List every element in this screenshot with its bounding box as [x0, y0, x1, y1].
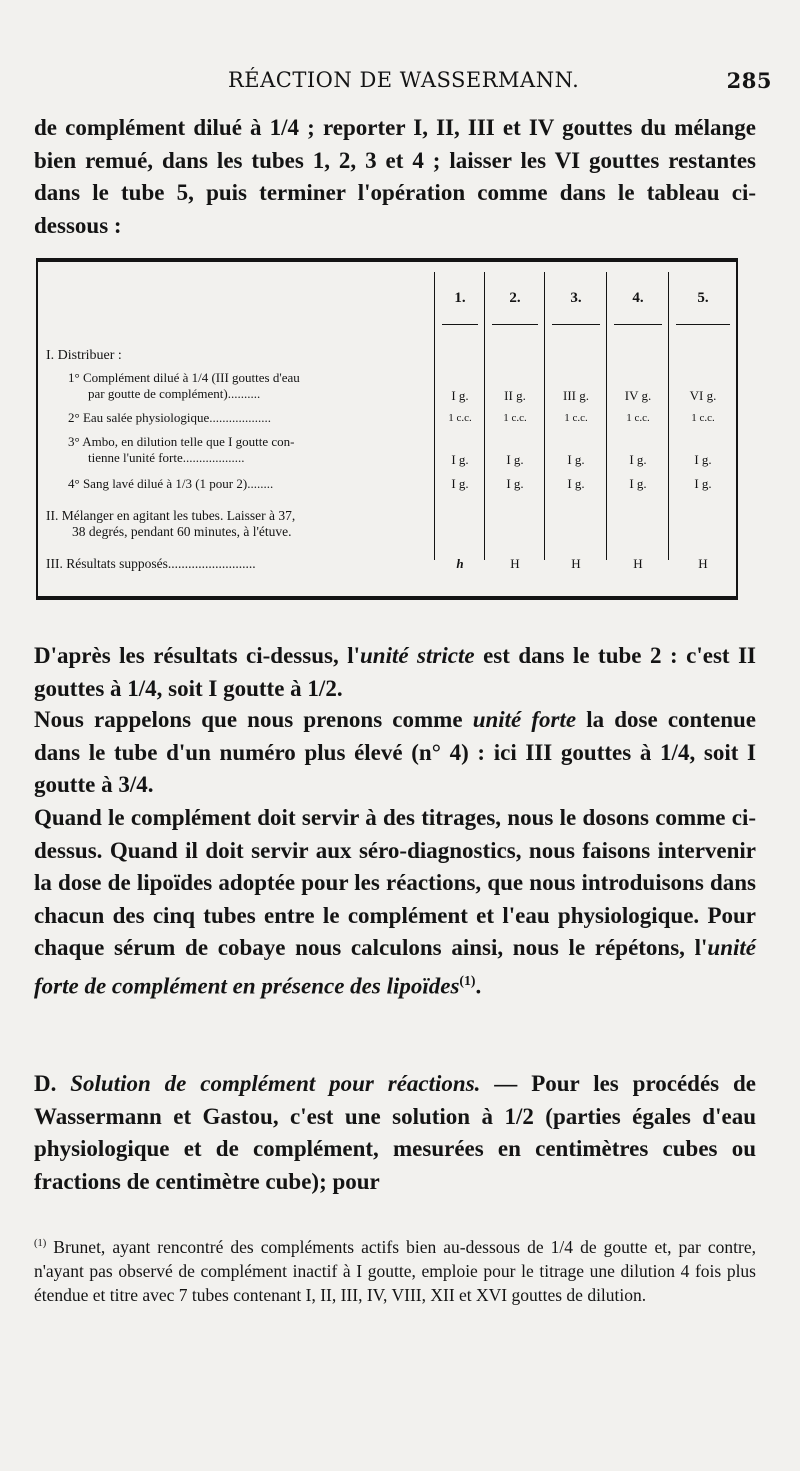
- header-rule: [676, 324, 730, 325]
- step-3-label: III. Résultats supposés..........................: [46, 556, 256, 571]
- column-divider: [668, 272, 669, 560]
- row-1-label-line2: par goutte de complément)..........: [88, 386, 261, 401]
- footnote-text: Brunet, ayant rencontré des compléments actifs bien au-dessous de 1/4 de goutte et, par contre, n'ayant pas observé de complément inactif à I goutte, emploie pour le titrage une dilution 4 fois plus étendue et titre avec 7 tubes contenant I, II, III, IV, VIII, XII et XVI gouttes de dilution.: [34, 1236, 756, 1305]
- paragraph-4: [34, 802, 756, 1003]
- section-title: Solution de complément pour réactions.: [70, 1071, 481, 1096]
- term-unite-forte-lipoides: unité forte de complément en présence des lipoïdes: [34, 935, 756, 999]
- paragraph-2-text: D'après les résultats ci-dessus, l': [34, 643, 360, 668]
- footnote-ref[interactable]: (1): [459, 972, 476, 988]
- column-header-2: 2.: [509, 290, 521, 306]
- column-divider: [606, 272, 607, 560]
- result-cell: H: [698, 556, 708, 571]
- table-cell: I g.: [506, 476, 524, 491]
- table-cell: I g.: [567, 452, 585, 467]
- header-rule: [614, 324, 662, 325]
- row-1-label-line1: 1° Complément dilué à 1/4 (III gouttes d'eau: [68, 370, 300, 385]
- column-header-1: 1.: [454, 290, 466, 306]
- table-cell: 1 c.c.: [448, 412, 472, 424]
- column-header-5: 5.: [697, 290, 709, 306]
- paragraph-3-text: Nous rappelons que nous prenons comme: [34, 707, 473, 732]
- table-cell: I g.: [694, 476, 712, 491]
- row-3-label-line1: 3° Ambo, en dilution telle que I goutte con-: [68, 434, 295, 449]
- table-cell: 1 c.c.: [626, 412, 650, 424]
- section-letter: D.: [34, 1071, 71, 1096]
- column-divider: [484, 272, 485, 560]
- term-unite-stricte: unité stricte: [359, 643, 475, 668]
- column-divider: [544, 272, 545, 560]
- step-2-line2: 38 degrés, pendant 60 minutes, à l'étuve.: [72, 524, 292, 539]
- table-cell: I g.: [629, 476, 647, 491]
- table-cell: I g.: [506, 452, 524, 467]
- paragraph-3: [34, 704, 756, 802]
- paragraph-5-text: — Pour les procédés de Wassermann et Gastou, c'est une solution à 1/2 (parties égales d'eau physiologique et de complément, mesurées en centimètres cubes ou fractions de centimètre cube); pour: [34, 1071, 756, 1194]
- footnote: [34, 1232, 756, 1307]
- table-cell: 1 c.c.: [503, 412, 527, 424]
- page-number: 285: [726, 68, 772, 93]
- paragraph-3-text-end: la dose contenue dans le tube d'un numéro plus élevé (n° 4) : ici III gouttes à 1/4, soit I goutte à 3/4.: [34, 707, 757, 797]
- table-cell: III g.: [563, 388, 589, 403]
- row-4-label: 4° Sang lavé dilué à 1/3 (1 pour 2)........: [68, 476, 274, 491]
- protocol-table: [36, 258, 738, 600]
- column-header-3: 3.: [570, 290, 582, 306]
- term-unite-forte: unité forte: [472, 707, 577, 732]
- table-cell: I g.: [451, 476, 469, 491]
- paragraph-4-end: .: [475, 973, 482, 999]
- paragraph-4-text: Quand le complément doit servir à des titrages, nous le dosons comme ci-dessus. Quand il doit servir aux séro-diagnostics, nous faisons intervenir la dose de lipoïdes adoptée pour les réactions, que nous introduisons dans chacun des cinq tubes entre le complément et l'eau physiologique. Pour chaque sérum de cobaye nous calculons ainsi, nous le répétons, l': [34, 805, 756, 960]
- table-cell: VI g.: [689, 388, 717, 403]
- result-cell: H: [510, 556, 520, 571]
- table-cell: 1 c.c.: [564, 412, 588, 424]
- paragraph-2: [34, 640, 756, 705]
- paragraph-5: [34, 1068, 756, 1198]
- footnote-mark: (1): [34, 1238, 47, 1249]
- result-cell: H: [571, 556, 581, 571]
- table-cell: I g.: [629, 452, 647, 467]
- running-title: RÉACTION DE WASSERMANN.: [228, 68, 580, 92]
- table-cell: I g.: [451, 452, 469, 467]
- result-cell: h: [456, 556, 464, 571]
- column-header-4: 4.: [632, 290, 644, 306]
- table-cell: II g.: [504, 388, 526, 403]
- table-cell: I g.: [567, 476, 585, 491]
- header-rule: [552, 324, 600, 325]
- table-cell: 1 c.c.: [691, 412, 715, 424]
- paragraph-1: de complément dilué à 1/4 ; reporter I, II, III et IV gouttes du mélange bien remué, dans les tubes 1, 2, 3 et 4 ; laisser les VI gouttes restantes dans le tube 5, puis terminer l'opération comme dans le tableau ci-dessous :: [34, 115, 756, 238]
- table-cell: IV g.: [624, 388, 652, 403]
- header-rule: [492, 324, 538, 325]
- row-2-label: 2° Eau salée physiologique...................: [68, 410, 272, 425]
- row-heading-distribuer: I. Distribuer :: [46, 348, 122, 363]
- row-3-label-line2: tienne l'unité forte...................: [88, 450, 245, 465]
- header-rule: [442, 324, 478, 325]
- paragraph-2-text-end: est dans le tube 2 : c'est II gouttes à 1/4, soit I goutte à 1/2.: [34, 643, 756, 701]
- step-2-line1: II. Mélanger en agitant les tubes. Laisser à 37,: [46, 508, 296, 523]
- result-cell: H: [633, 556, 643, 571]
- table-cell: I g.: [451, 388, 469, 403]
- table-cell: I g.: [694, 452, 712, 467]
- column-divider: [434, 272, 435, 560]
